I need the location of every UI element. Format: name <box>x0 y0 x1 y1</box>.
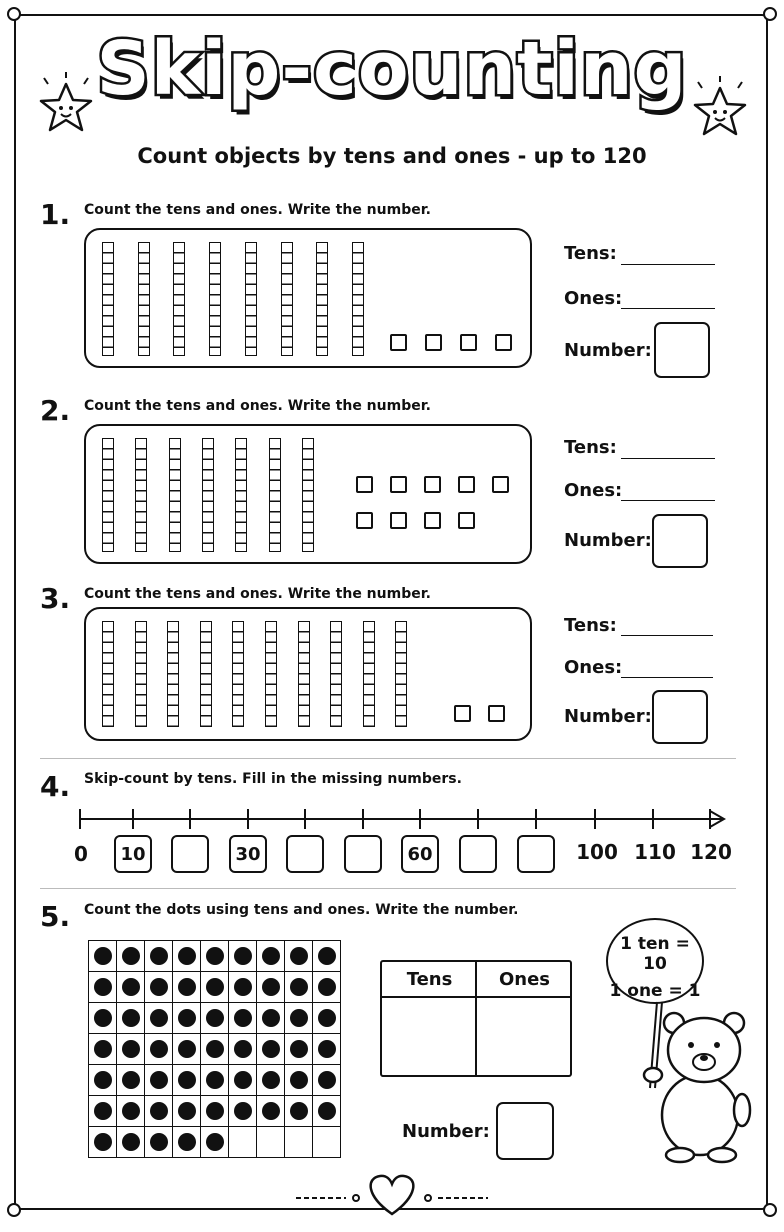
tens-answer-cell[interactable] <box>384 1000 473 1074</box>
one-cube <box>458 476 475 493</box>
grid-cell <box>145 1096 173 1127</box>
dot <box>150 978 168 996</box>
tens-answer-line[interactable] <box>621 458 715 459</box>
dot <box>318 1102 336 1120</box>
grid-cell <box>313 1003 341 1034</box>
dot <box>234 1009 252 1027</box>
number-line-end-label: 120 <box>690 840 732 864</box>
grid-cell <box>285 1127 313 1158</box>
grid-cell <box>117 1096 145 1127</box>
ten-rod <box>209 242 221 356</box>
grid-cell <box>173 972 201 1003</box>
number-label: Number: <box>564 706 652 727</box>
dot <box>94 1040 112 1058</box>
question-1-number: 1. <box>40 198 71 231</box>
dot <box>122 947 140 965</box>
grid-cell <box>257 941 285 972</box>
page-title: Skip-counting <box>96 26 688 112</box>
tens-ones-table <box>380 960 572 1077</box>
dot <box>290 1040 308 1058</box>
one-cube <box>492 476 509 493</box>
dot <box>150 1040 168 1058</box>
dot <box>206 1009 224 1027</box>
dot <box>262 1009 280 1027</box>
grid-cell <box>145 1065 173 1096</box>
question-4-instructions: Skip-count by tens. Fill in the missing numbers. <box>84 771 462 787</box>
question-4-number: 4. <box>40 770 71 803</box>
grid-cell <box>89 1096 117 1127</box>
number-answer-box[interactable] <box>654 322 710 378</box>
dot <box>318 1071 336 1089</box>
dot <box>262 947 280 965</box>
ten-rod <box>102 438 114 552</box>
grid-cell <box>285 941 313 972</box>
tens-label: Tens: <box>564 615 617 636</box>
number-line-answer-box[interactable] <box>459 835 497 873</box>
bubble-line-ones: 1 one = 1 <box>609 981 701 1001</box>
grid-cell <box>173 1003 201 1034</box>
dot <box>206 947 224 965</box>
grid-cell <box>173 941 201 972</box>
grid-cell <box>313 1096 341 1127</box>
one-cube <box>424 512 441 529</box>
dot <box>178 1009 196 1027</box>
ten-rod <box>302 438 314 552</box>
tens-answer-line[interactable] <box>621 264 715 265</box>
dot <box>122 1009 140 1027</box>
ten-rod <box>102 621 114 727</box>
dot <box>178 978 196 996</box>
dot <box>122 1071 140 1089</box>
number-line-end-label: 100 <box>576 840 618 864</box>
grid-cell <box>201 1065 229 1096</box>
section-divider <box>40 888 736 889</box>
ten-rod <box>363 621 375 727</box>
grid-cell <box>145 1003 173 1034</box>
number-line-answer-box: 60 <box>401 835 439 873</box>
dot <box>234 1071 252 1089</box>
corner-ornament <box>763 1203 777 1217</box>
grid-cell <box>285 972 313 1003</box>
ones-label: Ones: <box>564 480 623 501</box>
question-2-number: 2. <box>40 394 71 427</box>
corner-ornament <box>763 7 777 21</box>
dot <box>94 1102 112 1120</box>
grid-cell <box>89 972 117 1003</box>
page-subtitle: Count objects by tens and ones - up to 120 <box>137 144 647 168</box>
ten-rod <box>138 242 150 356</box>
ten-rod <box>232 621 244 727</box>
one-cube <box>390 334 407 351</box>
dot <box>290 1071 308 1089</box>
grid-cell <box>145 941 173 972</box>
dot <box>122 1040 140 1058</box>
grid-cell <box>313 1127 341 1158</box>
dot <box>290 1102 308 1120</box>
ten-rod <box>135 438 147 552</box>
number-line-answer-box: 30 <box>229 835 267 873</box>
dot <box>318 947 336 965</box>
dot <box>318 978 336 996</box>
dot <box>262 1102 280 1120</box>
grid-cell <box>145 1127 173 1158</box>
grid-cell <box>229 972 257 1003</box>
table-column-divider <box>475 962 477 1075</box>
one-cube <box>390 512 407 529</box>
ten-rod <box>316 242 328 356</box>
grid-cell <box>145 1034 173 1065</box>
grid-cell <box>201 1127 229 1158</box>
ten-rod <box>265 621 277 727</box>
dot <box>150 1009 168 1027</box>
dot <box>290 947 308 965</box>
ten-rod <box>245 242 257 356</box>
grid-cell <box>229 1127 257 1158</box>
grid-cell <box>201 972 229 1003</box>
dot <box>206 1040 224 1058</box>
ones-answer-cell[interactable] <box>479 1000 568 1074</box>
question-3-number: 3. <box>40 582 71 615</box>
dot <box>150 947 168 965</box>
one-cube <box>495 334 512 351</box>
number-label: Number: <box>564 340 652 361</box>
dot <box>150 1133 168 1151</box>
number-label: Number: <box>564 530 652 551</box>
dot <box>290 978 308 996</box>
grid-cell <box>313 1065 341 1096</box>
section-divider <box>40 758 736 759</box>
dot <box>206 978 224 996</box>
number-label: Number: <box>402 1121 490 1142</box>
ten-rod <box>102 242 114 356</box>
question-3-instructions: Count the tens and ones. Write the number. <box>84 586 431 602</box>
dot <box>262 978 280 996</box>
grid-cell <box>285 1034 313 1065</box>
grid-cell <box>173 1065 201 1096</box>
grid-cell <box>201 1034 229 1065</box>
dot <box>262 1071 280 1089</box>
question-2-instructions: Count the tens and ones. Write the number. <box>84 398 431 414</box>
dot <box>122 1102 140 1120</box>
dot <box>206 1133 224 1151</box>
ones-answer-line[interactable] <box>621 677 713 678</box>
one-cube <box>356 512 373 529</box>
dot <box>206 1102 224 1120</box>
number-line-end-label: 110 <box>634 840 676 864</box>
number-line-answer-box[interactable] <box>286 835 324 873</box>
grid-cell <box>229 941 257 972</box>
ten-rod <box>202 438 214 552</box>
teddy-bear-icon <box>630 1000 760 1165</box>
dot <box>178 947 196 965</box>
question-5-instructions: Count the dots using tens and ones. Write the number. <box>84 902 519 918</box>
one-cube <box>460 334 477 351</box>
one-cube <box>356 476 373 493</box>
dot <box>262 1040 280 1058</box>
one-cube <box>390 476 407 493</box>
grid-cell <box>89 1034 117 1065</box>
dot <box>94 1009 112 1027</box>
grid-cell <box>313 1034 341 1065</box>
smiling-star-icon <box>688 74 752 144</box>
dot <box>150 1071 168 1089</box>
grid-cell <box>229 1034 257 1065</box>
dot <box>178 1102 196 1120</box>
question-3-blocks-panel <box>84 607 532 741</box>
dot-grid <box>88 940 341 1158</box>
grid-cell <box>257 1096 285 1127</box>
grid-cell <box>89 1065 117 1096</box>
one-cube <box>425 334 442 351</box>
dot <box>150 1102 168 1120</box>
dot <box>94 978 112 996</box>
grid-cell <box>117 1034 145 1065</box>
grid-cell <box>173 1127 201 1158</box>
grid-cell <box>285 1096 313 1127</box>
grid-cell <box>229 1003 257 1034</box>
tens-answer-line[interactable] <box>621 635 713 636</box>
number-answer-box[interactable] <box>496 1102 554 1160</box>
grid-cell <box>173 1034 201 1065</box>
number-answer-box[interactable] <box>652 690 708 744</box>
grid-cell <box>313 941 341 972</box>
grid-cell <box>257 1003 285 1034</box>
one-cube <box>458 512 475 529</box>
one-cube <box>424 476 441 493</box>
grid-cell <box>117 1003 145 1034</box>
number-line-answer-box[interactable] <box>517 835 555 873</box>
dot <box>234 947 252 965</box>
question-1-blocks-panel <box>84 228 532 368</box>
dot <box>234 1040 252 1058</box>
grid-cell <box>117 972 145 1003</box>
number-line <box>70 806 736 834</box>
dot <box>94 1133 112 1151</box>
bubble-line-tens: 1 ten = 10 <box>620 934 690 974</box>
tens-label: Tens: <box>564 243 617 264</box>
ten-rod <box>135 621 147 727</box>
grid-cell <box>257 1065 285 1096</box>
tens-label: Tens: <box>564 437 617 458</box>
grid-cell <box>285 1003 313 1034</box>
grid-cell <box>201 941 229 972</box>
dot <box>178 1133 196 1151</box>
table-header-tens: Tens <box>406 968 453 990</box>
number-line-answer-box[interactable] <box>344 835 382 873</box>
grid-cell <box>89 941 117 972</box>
number-line-answer-box: 10 <box>114 835 152 873</box>
grid-cell <box>89 1127 117 1158</box>
grid-cell <box>257 972 285 1003</box>
dot <box>94 1071 112 1089</box>
grid-cell <box>117 941 145 972</box>
one-cube <box>454 705 471 722</box>
grid-cell <box>285 1065 313 1096</box>
grid-cell <box>257 1127 285 1158</box>
ten-rod <box>169 438 181 552</box>
corner-ornament <box>7 1203 21 1217</box>
ones-label: Ones: <box>564 657 623 678</box>
table-header-ones: Ones <box>498 968 551 990</box>
dot <box>318 1040 336 1058</box>
dot <box>178 1071 196 1089</box>
question-2-blocks-panel <box>84 424 532 564</box>
ten-rod <box>235 438 247 552</box>
one-cube <box>488 705 505 722</box>
ten-rod <box>330 621 342 727</box>
grid-cell <box>173 1096 201 1127</box>
ones-label: Ones: <box>564 288 623 309</box>
question-1-instructions: Count the tens and ones. Write the number. <box>84 202 431 218</box>
smiling-star-icon <box>34 70 98 140</box>
number-answer-box[interactable] <box>652 514 708 568</box>
grid-cell <box>257 1034 285 1065</box>
number-line-start-label: 0 <box>74 842 88 866</box>
dot <box>178 1040 196 1058</box>
dot <box>122 978 140 996</box>
heart-ornament-icon <box>286 1170 498 1218</box>
ten-rod <box>298 621 310 727</box>
grid-cell <box>117 1127 145 1158</box>
ones-answer-line[interactable] <box>621 308 715 309</box>
dot <box>94 947 112 965</box>
grid-cell <box>145 972 173 1003</box>
corner-ornament <box>7 7 21 21</box>
grid-cell <box>201 1003 229 1034</box>
dot <box>206 1071 224 1089</box>
ten-rod <box>200 621 212 727</box>
speech-bubble <box>606 918 704 1004</box>
question-5-number: 5. <box>40 900 71 933</box>
grid-cell <box>117 1065 145 1096</box>
dot <box>234 978 252 996</box>
grid-cell <box>313 972 341 1003</box>
number-line-answer-box[interactable] <box>171 835 209 873</box>
ten-rod <box>281 242 293 356</box>
grid-cell <box>229 1065 257 1096</box>
ten-rod <box>167 621 179 727</box>
ones-answer-line[interactable] <box>621 500 715 501</box>
dot <box>122 1133 140 1151</box>
ten-rod <box>395 621 407 727</box>
ten-rod <box>352 242 364 356</box>
ten-rod <box>269 438 281 552</box>
grid-cell <box>201 1096 229 1127</box>
table-header-divider <box>382 996 570 998</box>
ten-rod <box>173 242 185 356</box>
grid-cell <box>89 1003 117 1034</box>
grid-cell <box>229 1096 257 1127</box>
dot <box>290 1009 308 1027</box>
dot <box>318 1009 336 1027</box>
dot <box>234 1102 252 1120</box>
